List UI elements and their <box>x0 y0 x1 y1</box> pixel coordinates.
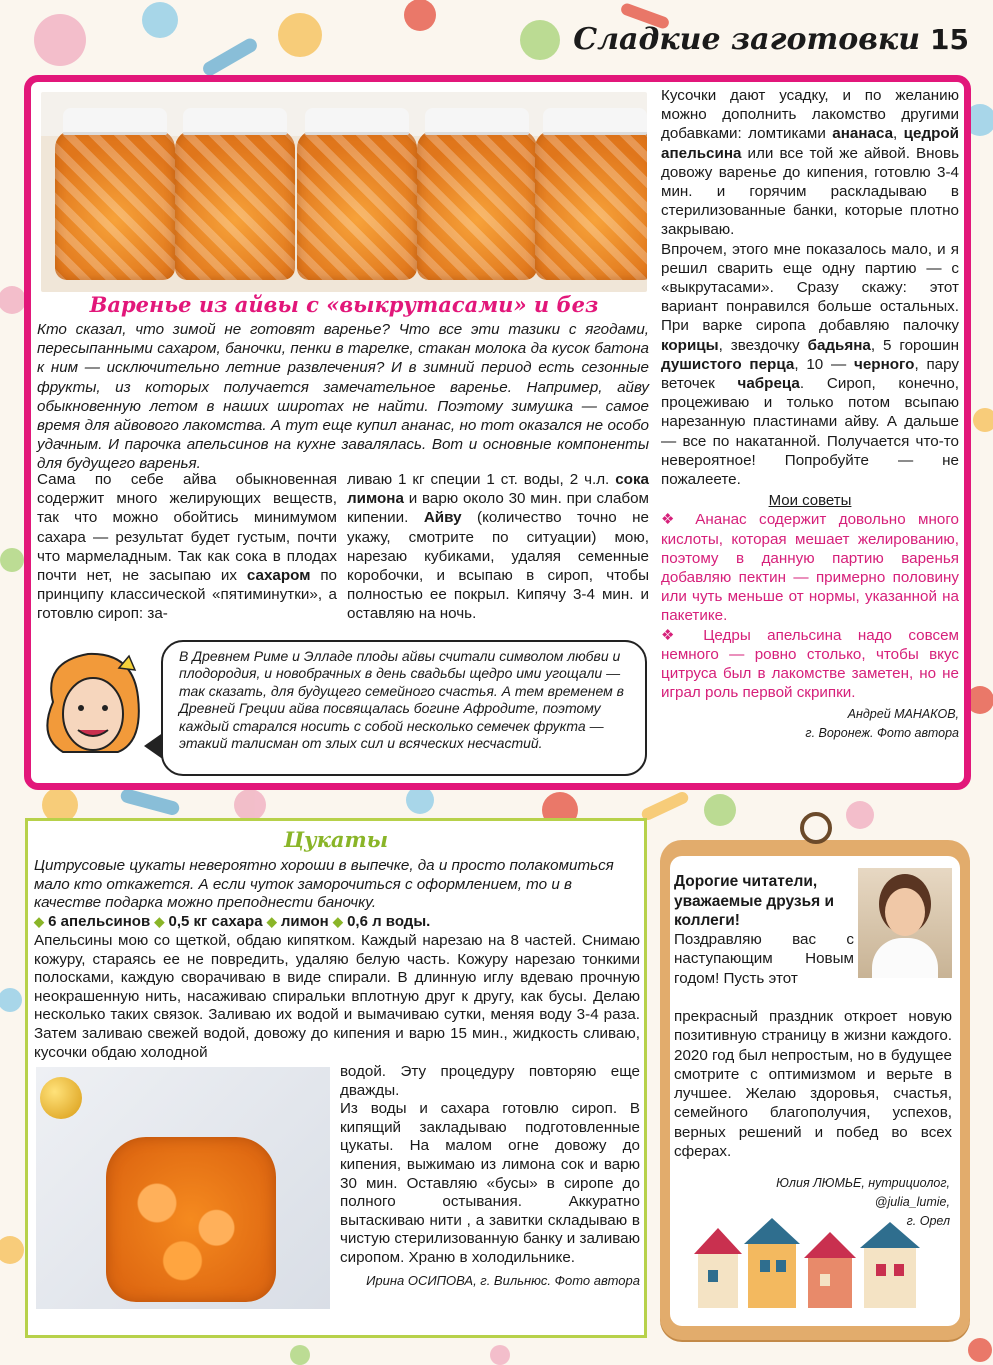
text: , 10 — <box>794 355 855 373</box>
quince-jam-article <box>24 75 971 790</box>
greeting-text-continued: прекрасный праздник откроет новую позитивную страницу в жизни каждого. 2020 год был непростым, но в будущее смотрите с оптимизмом и верьте в лучшее. Желаю здоровья, счастья, семейного благополучия, успехов, верных решений и побед во всех сферах. <box>674 1008 952 1161</box>
signature-line: @julia_lumie, <box>874 1195 950 1209</box>
text: , <box>893 125 904 143</box>
paragraph <box>661 86 959 240</box>
text: Сама по себе айва обыкновенная содержит много желирующих веществ, так что можно обойтись минимумом сахара — результат будет густым, почти что мармеладным. Так как сока в плодах почти нет, не засыпаю их <box>37 471 337 585</box>
text: Впрочем, этого мне показалось мало, и я решил сварить еще одну партию — с «выкрутасами». Сразу скажу: этот вариант понравился больше остальных. При варке сиропа добавляю палочку <box>661 240 959 335</box>
avatar-drawing <box>33 642 153 782</box>
article-intro: Кто сказал, что зимой не готовят варенье? Что все эти тазики с ягодами, пересыпанными сахаром, баночки, пенки в тарелке, стакан молока да кусок батона к ним — исключительно летние развлечения? И в зимний период есть сезонные фрукты, из которых получается замечательное варенье. Например, айву обыкновенную летом в наших широтах не найти. Поэтому зимушка — самое время для айвового лакомства. А тут еще купил ананас, но тот оказался не особо удачным. И парочка апельсинов на кухне завалялась. Вот и основные компоненты для будущего варенья. <box>37 321 649 473</box>
signature-line: Юлия ЛЮМЬЕ, нутрициолог, <box>776 1176 950 1190</box>
signature-line: г. Орел <box>906 1214 950 1228</box>
page-header <box>573 22 969 57</box>
ingredient: 0,5 кг сахара <box>168 913 263 930</box>
ornament <box>40 1077 82 1119</box>
article-title: Варенье из айвы с «выкрутасами» и без <box>89 292 599 317</box>
greeting-card <box>670 856 960 1326</box>
tips-heading: Мои советы <box>768 492 852 510</box>
ingredient: душистого перца <box>661 355 795 373</box>
article-title: Цукаты <box>283 827 389 852</box>
tip-item: ❖ Ананас содержит довольно много кислоты, которая мешает желированию, поэтому в данную партию варенья добавляю пектин — примерно половину или чуть меньше от нормы, указанной на пакетике. <box>661 511 959 625</box>
text: и варю около 30 мин. при слабом кипении. <box>347 490 649 527</box>
jar <box>55 130 175 280</box>
greeting-title: Дорогие читатели, уважаемые друзья и коллеги! <box>674 873 835 929</box>
author-place: г. Воронеж. Фото автора <box>805 725 959 740</box>
author-name: Андрей МАНАКОВ, <box>847 706 959 721</box>
text: Кусочки дают усадку, и по желанию можно дополнить лакомство другими добавками: ломтиками <box>661 87 959 143</box>
ingredient: сока лимона <box>347 471 649 508</box>
ingredient: цедрой апельсина <box>661 125 959 162</box>
article-body: Апельсины мою со щеткой, обдаю кипятком. Каждый нарезаю на 8 частей. Снимаю кожуру, стараясь ее не повредить, удаляю белую часть. Кожуру нарезаю тонкими полосками, каждую сворачиваю в виде спирали. В длинную иглу вдеваю прочную неокрашенную нить, насаживаю спиральки вплотную друг к другу, как бусы. Делаю несколько таких связок. Заливаю их водой и вымачиваю сутки, меняя воду 3-4 раза. Затем заливаю свежей водой, довожу до кипения и варю 15 мин., жидкость сливаю, кусочки обдаю холодной <box>34 932 640 1061</box>
ingredient: лимон <box>280 913 329 930</box>
author-signature: Ирина ОСИПОВА, г. Вильнюс. Фото автора <box>366 1272 640 1288</box>
torso <box>872 938 938 978</box>
houses-illustration <box>694 1214 940 1314</box>
jar <box>106 1137 276 1302</box>
bullet-icon: ◆ <box>34 914 44 929</box>
paragraph: Из воды и сахара готовлю сироп. В кипящий закладываю подготовленные цукаты. На малом огне довожу до кипения, выжимаю из лимона сок и варю 30 мин. Оставляю «бусы» в сиропе до полного остывания. Аккуратно вытаскиваю нити , а завитки складываю в чистую стерилизованную банку и заливаю сиропом. Храню в холодильнике. <box>340 1100 640 1266</box>
article-intro: Цитрусовые цукаты невероятно хороши в выпечке, да и просто полакомиться мало кто откажется. А если чуток заморочиться с оформлением, то и в качестве подарка можно преподнести баночку. <box>34 857 614 911</box>
ingredient: черного <box>854 355 915 373</box>
jar <box>297 130 417 280</box>
ingredient: Айву <box>423 509 462 527</box>
article-body-continued <box>340 1063 640 1290</box>
article-column-2 <box>347 470 649 624</box>
author-photo <box>858 868 952 978</box>
text: . Сироп, конечно, процеживаю и только потом всыпаю нарезанную пластинами айву. А дальше — все по накатанной. Получается что-то невероятное! Попробуйте — не пожалеете. <box>661 375 959 489</box>
ingredient: чабреца <box>737 375 800 393</box>
ingredient: 6 апельсинов <box>48 913 151 930</box>
text: по принципу классической «пятиминутки», а готовлю сироп: за- <box>37 567 338 623</box>
text: , звездочку <box>718 336 808 354</box>
paragraph: водой. Эту процедуру повторяю еще дважды. <box>340 1063 640 1099</box>
section-title: Сладкие заготовки <box>573 22 921 57</box>
greeting-board <box>660 840 970 1340</box>
ingredient: 0,6 л воды. <box>347 913 431 930</box>
face <box>885 888 925 936</box>
speech-bubble: В Древнем Риме и Элладе плоды айвы считали символом любви и плодородия, и новобрачных в день свадьбы щедро ими угощали — так сказать, для будущего семейного счастья. А тем временем в Древней Греции айва посвящалась богине Афродите, поэтому каждый старался носить с собой несколько семечек фрукта — этакий талисман от злых сил и всяческих несчастий. <box>161 640 647 776</box>
ingredient: сахаром <box>246 567 311 585</box>
article-column-3 <box>661 86 959 741</box>
candied-peel-photo <box>36 1067 330 1309</box>
greeting-text: Поздравляю вас с наступающим Новым годом! Пусть этот <box>674 931 854 987</box>
text: , пару веточек <box>661 355 960 393</box>
ingredient: ананаса <box>832 125 894 143</box>
page-number: 15 <box>930 23 969 56</box>
author-avatar-illustration <box>33 642 153 782</box>
bullet-icon: ◆ <box>154 914 165 929</box>
tip-item: ❖ Цедры апельсина надо совсем немного — ровно столько, чтобы вкус цитруса был в лакомстве заметен, но не играл роль первой скрипки. <box>661 626 959 702</box>
hanger-icon <box>800 812 832 844</box>
author-signature <box>661 703 959 741</box>
text: (количество точно не укажу, смотрите по ситуации) мою, нарезаю кубиками, удаляя семенные коробочки, и всыпаю в сироп, чтобы полностью ее покрыл. Кипячу 3-4 мин. и оставляю на ночь. <box>347 509 649 623</box>
ingredient: корицы <box>661 336 719 354</box>
text: или все той же айвой. Вновь довожу варенье до кипения, готовлю 3-4 мин. и горячим раскладываю в стерилизованные банки, которые плотно закрываю. <box>661 144 959 239</box>
jar <box>535 130 647 280</box>
text: ливаю 1 кг специи 1 ст. воды, 2 ч.л. <box>347 471 616 488</box>
text: , 5 горошин <box>870 336 959 354</box>
paragraph <box>661 240 959 490</box>
jam-jars-photo <box>41 92 647 292</box>
jar <box>175 130 295 280</box>
article-column-1 <box>37 470 337 624</box>
bullet-icon: ◆ <box>266 914 277 929</box>
bullet-icon: ◆ <box>332 914 343 929</box>
ingredients-list <box>34 913 640 931</box>
candied-peel-article <box>25 818 647 1338</box>
ingredient: бадьяна <box>807 336 871 354</box>
jar <box>417 130 537 280</box>
